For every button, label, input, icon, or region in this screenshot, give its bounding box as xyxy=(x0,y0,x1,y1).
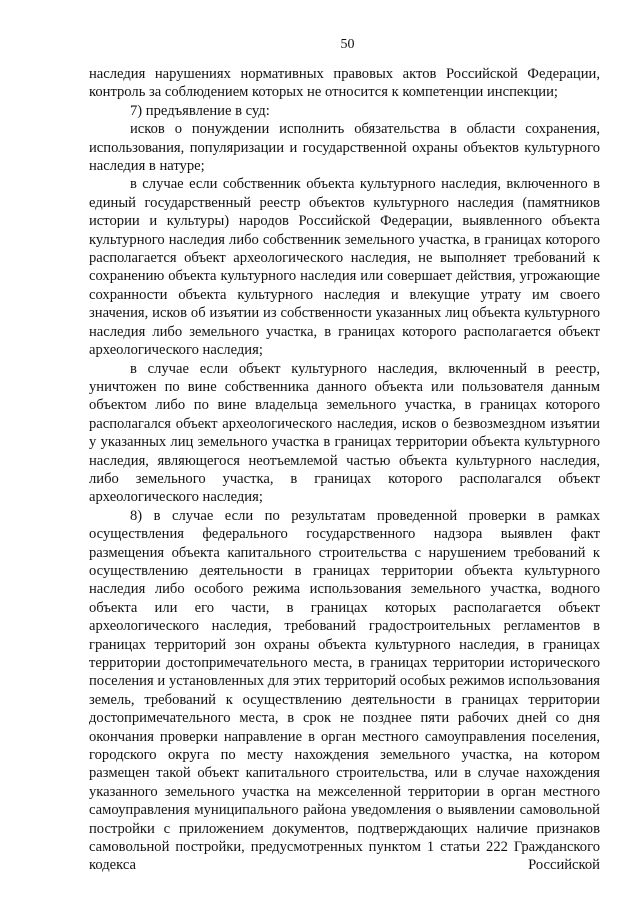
paragraph-destroyed-case: в случае если объект культурного наследия, включенный в реестр, уничтожен по вине собственника данного объекта или пользователя данным объектом либо по вине владельца земельного участка, в границах которого располагался объект археологического наследия, исков о безвозмездном изъятии у указанных лиц земельного участка в границах территории объекта культурного наследия, являющегося неотъемлемой частью объекта культурного наследия, либо земельного участка, в границах которого располагался объект археологического наследия; xyxy=(89,360,600,506)
paragraph-claims-compel: исков о понуждении исполнить обязательства в области сохранения, использования, популяризации и государственной охраны объектов культурного наследия в натуре; xyxy=(89,121,600,175)
page-number: 50 xyxy=(340,37,355,52)
paragraph-item-7: 7) предъявление в суд: xyxy=(130,102,270,119)
document-body xyxy=(89,65,600,875)
paragraph-owner-case: в случае если собственник объекта культурного наследия, включенного в единый государственный реестр объектов культурного наследия (памятников истории и культуры) народов Российской Федерации, выявленного объекта культурного наследия либо собственник земельного участка, в границах которого располагается объект археологического наследия, не выполняет требований к сохранению объекта культурного наследия или совершает действия, угрожающие сохранности объекта культурного наследия и влекущие утрату им своего значения, исков об изъятии из собственности указанных лиц объекта культурного наследия либо земельного участка, в границах которого располагается объект археологического наследия; xyxy=(89,176,600,359)
paragraph-item-8: 8) в случае если по результатам проведенной проверки в рамках осуществления федерального государственного надзора выявлен факт размещения объекта капитального строительства с нарушением требований к осуществлению деятельности в границах территории объекта культурного наследия либо особого режима использования земельного участка, водного объекта или его части, в границах которых располагается объект археологического наследия, требований градостроительных регламентов в границах территорий зон охраны объекта культурного наследия, в границах территории достопримечательного места, в границах территории исторического поселения и установленных для этих территорий особых режимов использования земель, требований к осуществлению деятельности в границах территории достопримечательного места, в срок не позднее пяти рабочих дней со дня окончания проверки направление в орган местного самоуправления поселения, городского округа по месту нахождения земельного участка, на котором размещен такой объект капитального строительства, или в случае нахождения указанного земельного участка на межселенной территории в орган местного самоуправления муниципального района уведомления о выявлении самовольной постройки с приложением документов, подтверждающих наличие признаков самовольной постройки, предусмотренных пунктом 1 статьи 222 Гражданского кодекса Российской xyxy=(89,507,600,874)
paragraph-continuation: наследия нарушениях нормативных правовых актов Российской Федерации, контроль за соблюдением которых не относится к компетенции инспекции; xyxy=(89,66,600,101)
